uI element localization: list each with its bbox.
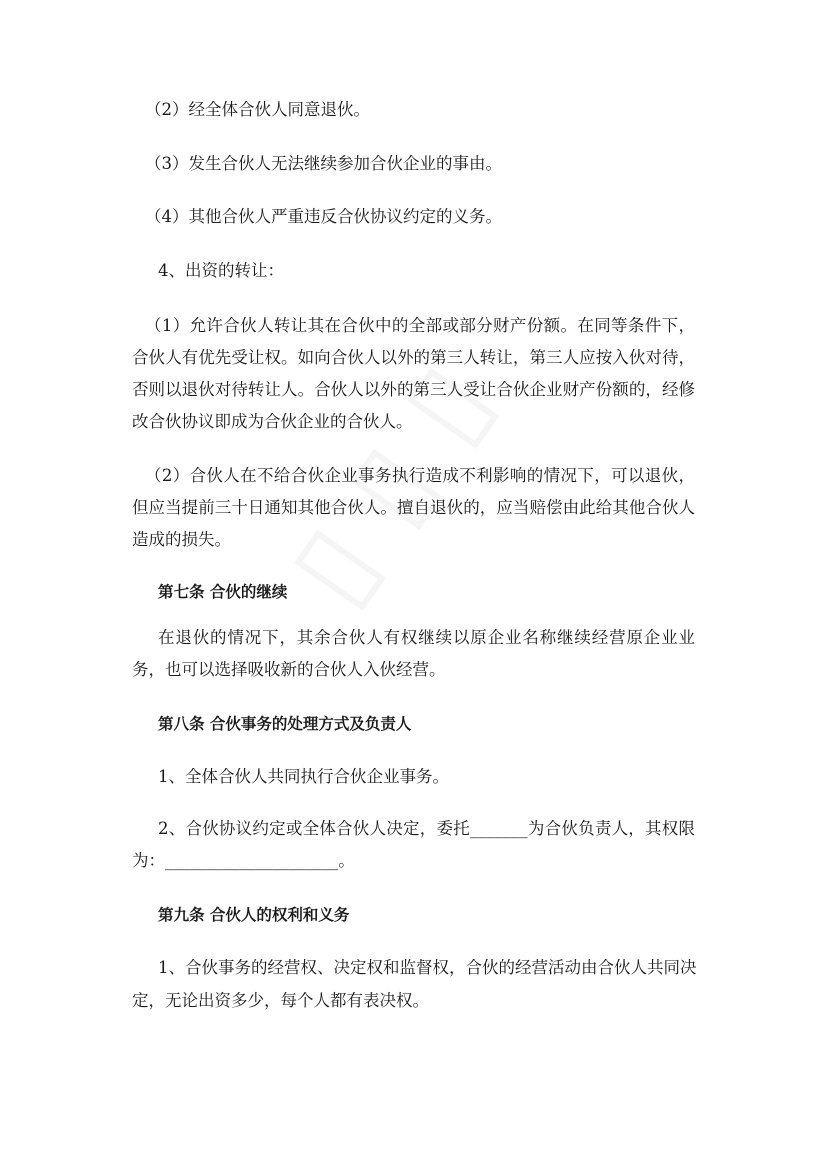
article-7-line: 在退伙的情况下，其余合伙人有权继续以原企业名称继续经营原企业业 [158, 628, 695, 647]
article-9-item-1-line: 定，无论出资多少，每个人都有表决权。 [132, 991, 429, 1010]
transfer-p2-line: 但应当提前三十日通知其他合伙人。擅自退伙的，应当赔偿由此给其他合伙人 [132, 498, 695, 517]
retreat-item-3: （3）发生合伙人无法继续参加合伙企业的事由。 [145, 154, 502, 173]
article-7-line: 务，也可以选择吸收新的合伙人入伙经营。 [132, 660, 446, 679]
transfer-p2-line: （2）合伙人在不给合伙企业事务执行造成不利影响的情况下，可以退伙， [145, 466, 695, 485]
transfer-p1-line: 否则以退伙对待转让人。合伙人以外的第三人受让合伙企业财产份额的，经修 [132, 380, 695, 399]
article-7-heading: 第七条 合伙的继续 [158, 583, 288, 601]
article-9-heading: 第九条 合伙人的权利和义务 [158, 906, 350, 924]
article-8-item-2-line: 2、合伙协议约定或全体合伙人决定，委托_______为合伙负责人，其权限 [158, 819, 695, 838]
section-4-title: 4、出资的转让： [158, 261, 284, 280]
article-9-item-1-line: 1、合伙事务的经营权、决定权和监督权，合伙的经营活动由合伙人共同决 [158, 958, 697, 977]
retreat-item-2: （2）经全体合伙人同意退伙。 [145, 100, 370, 119]
transfer-p1-line: （1）允许合伙人转让其在合伙中的全部或部分财产份额。在同等条件下， [145, 316, 695, 335]
transfer-p1-line: 合伙人有优先受让权。如向合伙人以外的第三人转让，第三人应按入伙对待， [132, 348, 695, 367]
transfer-p2-line: 造成的损失。 [132, 530, 231, 549]
transfer-p1-line: 改合伙协议即成为合伙企业的合伙人。 [132, 412, 413, 431]
retreat-item-4: （4）其他合伙人严重违反合伙协议约定的义务。 [145, 207, 502, 226]
article-8-item-2-line: 为：_____________________。 [132, 851, 355, 870]
article-8-item-1: 1、全体合伙人共同执行合伙企业事务。 [158, 767, 449, 786]
article-8-heading: 第八条 合伙事务的处理方式及负责人 [158, 715, 412, 733]
